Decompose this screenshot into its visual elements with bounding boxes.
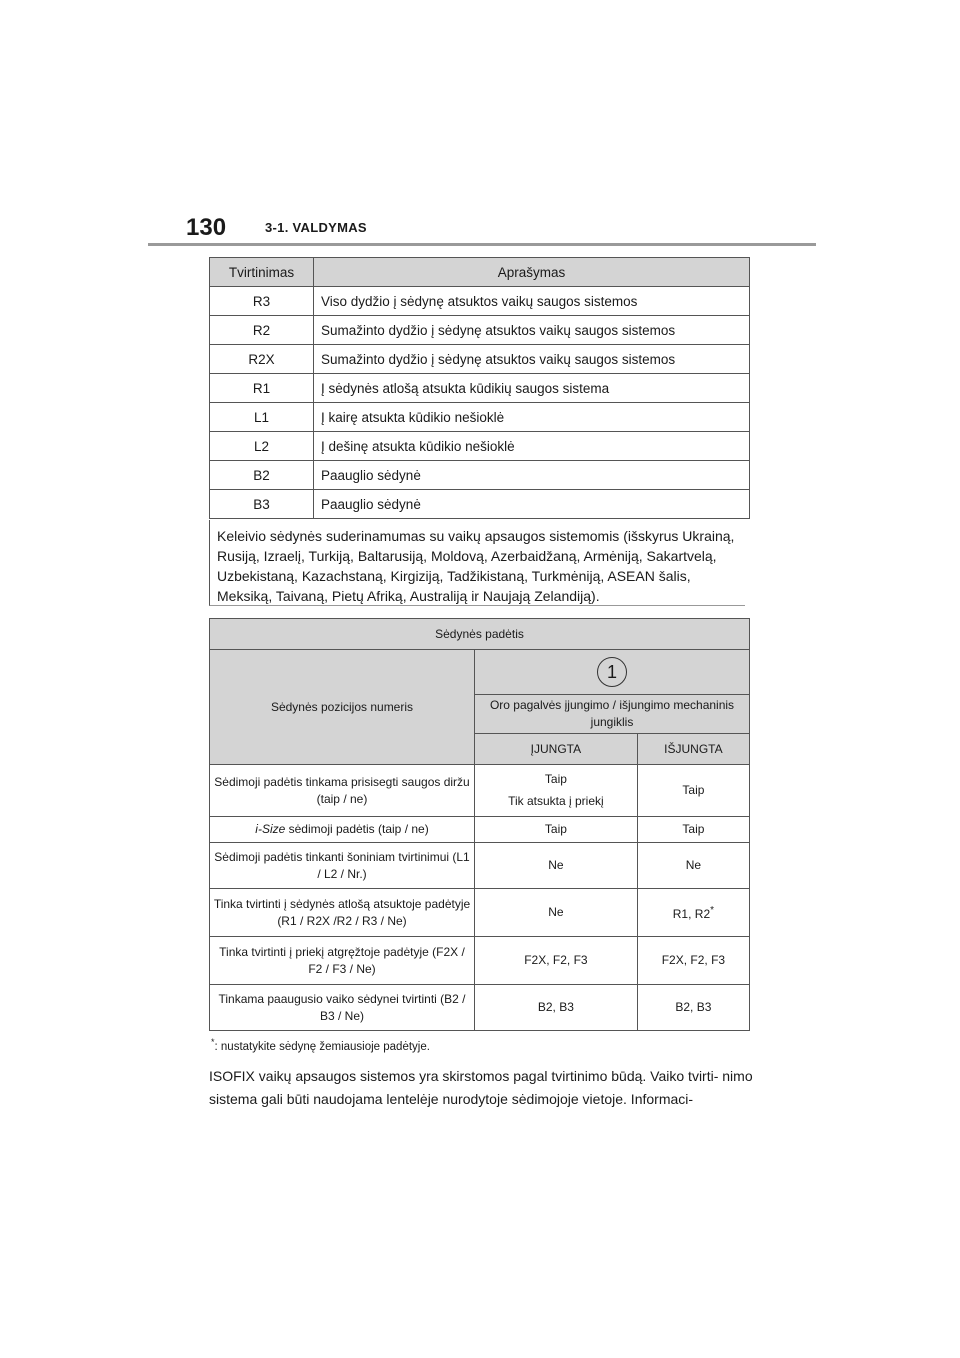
on-value-line: Taip	[544, 772, 567, 786]
footnote-marker: *	[710, 905, 715, 916]
fixture-description: Sumažinto dydžio į sėdynę atsuktos vaikų saugos sistemos	[314, 316, 750, 345]
fixture-description: Paauglio sėdynė	[314, 461, 750, 490]
fixture-description: Į dešinę atsukta kūdikio nešioklė	[314, 432, 750, 461]
i-size-label: i-Size	[255, 822, 286, 836]
table-row	[210, 374, 750, 403]
off-value-text: R1, R2	[672, 907, 711, 921]
table-row	[210, 937, 750, 985]
table-row	[210, 287, 750, 316]
fixture-code: R3	[210, 287, 314, 316]
header-divider	[148, 243, 816, 246]
table-row	[210, 403, 750, 432]
table-header-row	[210, 258, 750, 287]
table-row	[210, 843, 750, 889]
airbag-switch-label: Oro pagalvės įjungimo / išjungimo mechaninis jungiklis	[475, 695, 750, 734]
on-value: Ne	[475, 843, 638, 889]
row-label: Sėdimoji padėtis tinkanti šoniniam tvirtinimui (L1 / L2 / Nr.)	[210, 843, 475, 889]
off-value: F2X, F2, F3	[637, 937, 749, 985]
switch-off-header: IŠJUNGTA	[637, 734, 749, 765]
on-value: Ne	[475, 889, 638, 937]
off-value: Taip	[637, 817, 749, 843]
section-title: 3-1. VALDYMAS	[265, 220, 367, 235]
footnote-text: : nustatykite sėdynę žemiausioje padėtyje.	[214, 1040, 430, 1053]
table-header-row	[210, 650, 750, 695]
column-header: Aprašymas	[314, 258, 750, 287]
off-value	[637, 889, 749, 937]
fixture-code: R1	[210, 374, 314, 403]
footnote	[211, 1037, 430, 1053]
on-value	[475, 765, 638, 817]
position-number-badge: 1	[597, 657, 627, 687]
off-value: Taip	[637, 765, 749, 817]
on-value-note: Tik atsukta į priekį	[508, 794, 604, 808]
table-header-row	[210, 619, 750, 650]
position-number-cell	[475, 650, 750, 695]
fixture-code: B2	[210, 461, 314, 490]
row-label	[210, 817, 475, 843]
compatibility-note: Keleivio sėdynės suderinamumas su vaikų apsaugos sistemomis (išskyrus Ukrainą, Rusiją, Izraelį, Turkiją, Baltarusiją, Moldovą, Azerbaidžaną, Armėniją, Sakartvelą, Uzbekistaną, Kazachstaną, Kirgiziją, Tadžikistaną, Turkmėniją, ASEAN šalis, Meksiką, Taivaną, Pietų Afriką, Australiją ir Naujają Zelandiją).	[209, 520, 745, 606]
fixture-description: Viso dydžio į sėdynę atsuktos vaikų saugos sistemos	[314, 287, 750, 316]
table-row	[210, 985, 750, 1031]
on-value: Taip	[475, 817, 638, 843]
row-label: Sėdimoji padėtis tinkama prisisegti saugos diržu (taip / ne)	[210, 765, 475, 817]
off-value: B2, B3	[637, 985, 749, 1031]
row-label: Tinkama paaugusio vaiko sėdynei tvirtinti (B2 / B3 / Ne)	[210, 985, 475, 1031]
fixture-types-table	[209, 257, 750, 519]
row-label: Tinka tvirtinti į sėdynės atlošą atsuktoje padėtyje (R1 / R2X /R2 / R3 / Ne)	[210, 889, 475, 937]
fixture-description: Į kairę atsukta kūdikio nešioklė	[314, 403, 750, 432]
switch-on-header: ĮJUNGTA	[475, 734, 638, 765]
table-row	[210, 889, 750, 937]
fixture-description: Paauglio sėdynė	[314, 490, 750, 519]
position-number-label: Sėdynės pozicijos numeris	[210, 650, 475, 765]
table-row	[210, 817, 750, 843]
fixture-code: L2	[210, 432, 314, 461]
fixture-description: Sumažinto dydžio į sėdynę atsuktos vaikų saugos sistemos	[314, 345, 750, 374]
table-row	[210, 316, 750, 345]
table-row	[210, 461, 750, 490]
fixture-code: L1	[210, 403, 314, 432]
table-row	[210, 345, 750, 374]
column-header: Tvirtinimas	[210, 258, 314, 287]
page-number: 130	[186, 214, 227, 241]
row-label-text: sėdimoji padėtis (taip / ne)	[285, 822, 429, 836]
body-paragraph: ISOFIX vaikų apsaugos sistemos yra skirstomos pagal tvirtinimo būdą. Vaiko tvirti- nimo sistema gali būti naudojama lentelėje nurodytoje sėdimojoje vietoje. Informaci-	[209, 1068, 753, 1107]
fixture-description: Į sėdynės atlošą atsukta kūdikių saugos sistema	[314, 374, 750, 403]
table-row	[210, 432, 750, 461]
seat-position-title: Sėdynės padėtis	[210, 619, 750, 650]
fixture-code: B3	[210, 490, 314, 519]
off-value: Ne	[637, 843, 749, 889]
table-row	[210, 490, 750, 519]
on-value: B2, B3	[475, 985, 638, 1031]
fixture-code: R2X	[210, 345, 314, 374]
footnote-marker: *	[211, 1037, 215, 1047]
row-label: Tinka tvirtinti į priekį atgręžtoje padėtyje (F2X / F2 / F3 / Ne)	[210, 937, 475, 985]
on-value: F2X, F2, F3	[475, 937, 638, 985]
fixture-code: R2	[210, 316, 314, 345]
table-row	[210, 765, 750, 817]
seat-compatibility-table	[209, 618, 750, 1031]
